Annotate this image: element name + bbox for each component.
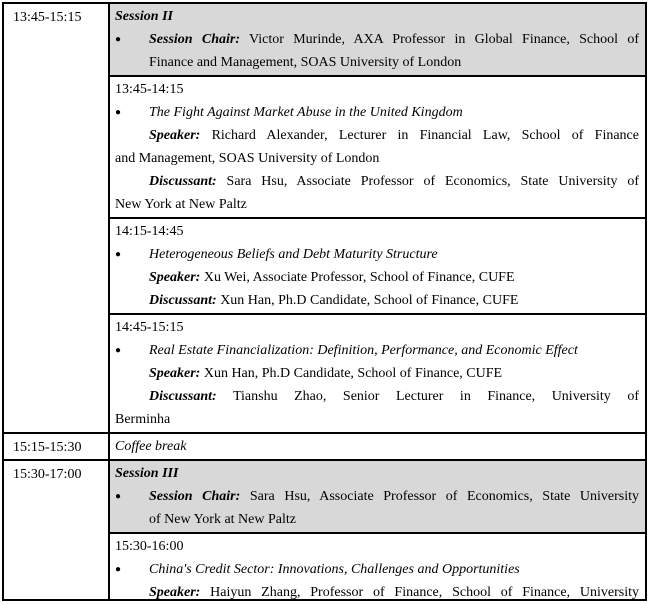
break-block [110,434,645,459]
conference-schedule-table [2,2,647,601]
discussant-text: Xun Han, Ph.D Candidate, School of Finance, CUFE [216,293,519,308]
bullet-icon: ● [115,491,122,502]
discussant-text: Tianshu Zhao, Senior Lecturer in Finance, University of [216,389,639,404]
discussant-line [115,289,639,312]
chair-label: Session Chair: [149,489,241,504]
speaker-label: Speaker: [149,585,201,600]
bullet-icon: ● [115,34,122,45]
slot-time: 14:45-15:15 [115,320,184,335]
session-header-block [110,461,645,534]
schedule-row-coffee-break [4,434,645,461]
speaker-text: Haiyun Zhang, Professor of Finance, School of Finance, University [200,585,639,600]
speaker-continuation: and Management, SOAS University of London [115,151,380,166]
session-chair-continuation: of New York at New Paltz [149,512,296,527]
schedule-row-session-3 [4,461,645,601]
paper-title: The Fight Against Market Abuse in the United Kingdom [149,105,463,120]
speaker-line [115,124,639,147]
slot-block [110,534,645,601]
speaker-label: Speaker: [149,270,201,285]
session-title-line [115,462,639,485]
discussant-continuation: New York at New Paltz [115,197,247,212]
chair-text: Victor Murinde, AXA Professor in Global Finance, School of [239,32,639,47]
discussant-continuation: Berminha [115,412,171,427]
slot-block [110,315,645,432]
time-cell [4,461,110,601]
chair-text: Sara Hsu, Associate Professor of Economics, State University [240,489,639,504]
bullet-icon: ● [115,249,122,260]
slot-time: 15:30-16:00 [115,539,184,554]
speaker-label: Speaker: [149,128,201,143]
discussant-label: Discussant: [149,389,217,404]
bullet-icon: ● [115,107,122,118]
break-content-cell [110,434,645,459]
speaker-text: Richard Alexander, Lecturer in Financial Law, School of Finance [200,128,639,143]
discussant-label: Discussant: [149,293,217,308]
chair-label: Session Chair: [149,32,240,47]
session-content-cell [110,461,645,601]
slot-time: 14:15-14:45 [115,224,184,239]
time-cell [4,4,110,432]
session-title: Session II [115,9,173,24]
bullet-icon: ● [115,345,122,356]
paper-title-line [115,101,639,124]
session-content-cell [110,4,645,432]
schedule-row-session-2 [4,4,645,434]
paper-title-line [115,558,639,581]
time-range: 15:15-15:30 [13,440,82,455]
session-chair-line [115,485,639,508]
speaker-text: Xu Wei, Associate Professor, School of Finance, CUFE [200,270,515,285]
speaker-text: Xun Han, Ph.D Candidate, School of Finance, CUFE [200,366,503,381]
session-header-block [110,4,645,77]
paper-title-line [115,243,639,266]
slot-block [110,77,645,219]
session-title-line [115,5,639,28]
slot-block [110,219,645,315]
paper-title: China's Credit Sector: Innovations, Challenges and Opportunities [149,562,520,577]
discussant-line [115,385,639,408]
speaker-label: Speaker: [149,366,201,381]
time-range: 15:30-17:00 [13,467,82,482]
time-cell [4,434,110,459]
speaker-line [115,266,639,289]
slot-time: 13:45-14:15 [115,82,184,97]
speaker-line [115,362,639,385]
paper-title: Heterogeneous Beliefs and Debt Maturity Structure [149,247,438,262]
break-note: Coffee break [115,439,187,454]
session-chair-continuation: Finance and Management, SOAS University of London [149,55,462,70]
discussant-text: Sara Hsu, Associate Professor of Economics, State University of [216,174,639,189]
discussant-line [115,170,639,193]
speaker-line [115,581,639,601]
break-note-line [115,435,639,458]
paper-title: Real Estate Financialization: Definition, Performance, and Economic Effect [149,343,578,358]
session-chair-line [115,28,639,51]
paper-title-line [115,339,639,362]
discussant-label: Discussant: [149,174,217,189]
bullet-icon: ● [115,564,122,575]
session-title: Session III [115,466,179,481]
time-range: 13:45-15:15 [13,10,82,25]
